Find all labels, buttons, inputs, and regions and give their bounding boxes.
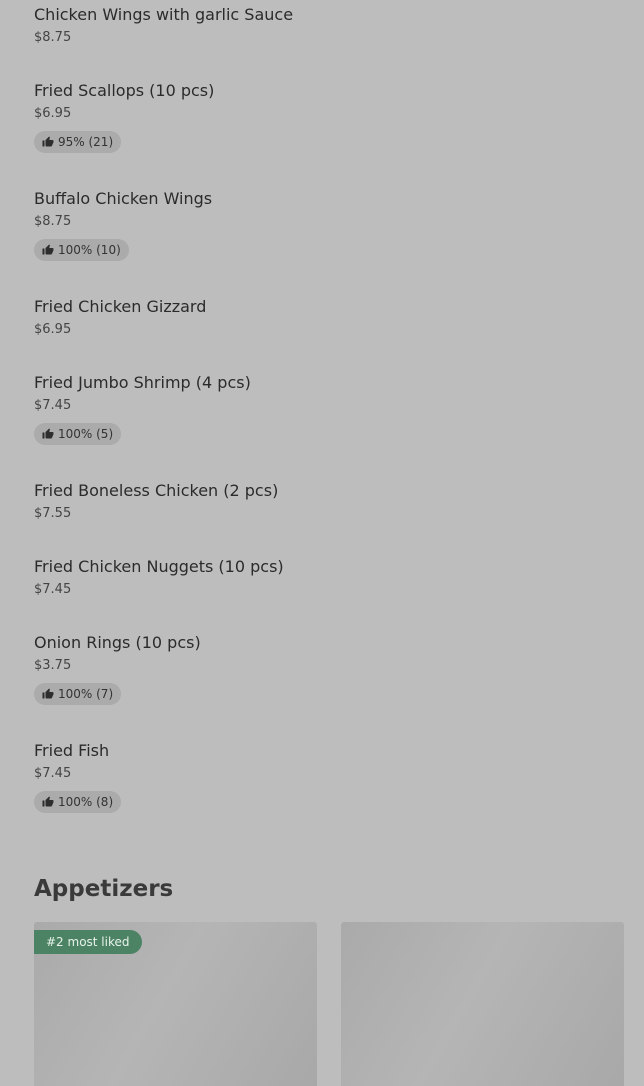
thumbs-up-icon	[42, 688, 54, 700]
thumbs-up-icon	[42, 428, 54, 440]
thumbs-up-icon	[42, 796, 54, 808]
item-price: $8.75	[34, 30, 72, 45]
item-name: Fried Boneless Chicken (2 pcs)	[34, 481, 279, 500]
item-name: Fried Fish	[34, 741, 110, 760]
appetizer-card[interactable]	[34, 922, 317, 1086]
rating-text: 100% (5)	[58, 427, 114, 441]
rating-badge	[34, 791, 121, 813]
item-name: Fried Jumbo Shrimp (4 pcs)	[34, 373, 251, 392]
item-price: $6.95	[34, 106, 72, 121]
menu-item[interactable]	[34, 633, 624, 705]
menu-item[interactable]	[34, 481, 624, 522]
item-name: Buffalo Chicken Wings	[34, 189, 213, 208]
item-price: $7.55	[34, 506, 72, 521]
rating-badge	[34, 131, 121, 153]
rating-text: 100% (7)	[58, 687, 114, 701]
rating-text: 95% (21)	[58, 135, 114, 149]
item-price: $7.45	[34, 766, 72, 781]
menu-item[interactable]	[34, 741, 624, 813]
thumbs-up-icon	[42, 136, 54, 148]
section-title-appetizers: Appetizers	[34, 876, 174, 902]
menu-item[interactable]	[34, 189, 624, 261]
item-name: Fried Scallops (10 pcs)	[34, 81, 215, 100]
item-price: $7.45	[34, 582, 72, 597]
menu-item[interactable]	[34, 81, 624, 153]
rating-badge	[34, 423, 121, 445]
rating-badge	[34, 683, 121, 705]
menu-item[interactable]	[34, 557, 624, 598]
item-price: $8.75	[34, 214, 72, 229]
rating-badge	[34, 239, 129, 261]
item-name: Chicken Wings with garlic Sauce	[34, 5, 294, 24]
item-price: $3.75	[34, 658, 72, 673]
most-liked-badge: #2 most liked	[34, 930, 142, 954]
rating-text: 100% (8)	[58, 795, 114, 809]
menu-item[interactable]	[34, 373, 624, 445]
item-price: $7.45	[34, 398, 72, 413]
rating-text: 100% (10)	[58, 243, 121, 257]
thumbs-up-icon	[42, 244, 54, 256]
item-name: Fried Chicken Nuggets (10 pcs)	[34, 557, 284, 576]
menu-item[interactable]	[34, 5, 624, 46]
menu-item[interactable]	[34, 297, 624, 338]
appetizer-card[interactable]	[341, 922, 624, 1086]
item-name: Onion Rings (10 pcs)	[34, 633, 201, 652]
item-price: $6.95	[34, 322, 72, 337]
item-name: Fried Chicken Gizzard	[34, 297, 207, 316]
